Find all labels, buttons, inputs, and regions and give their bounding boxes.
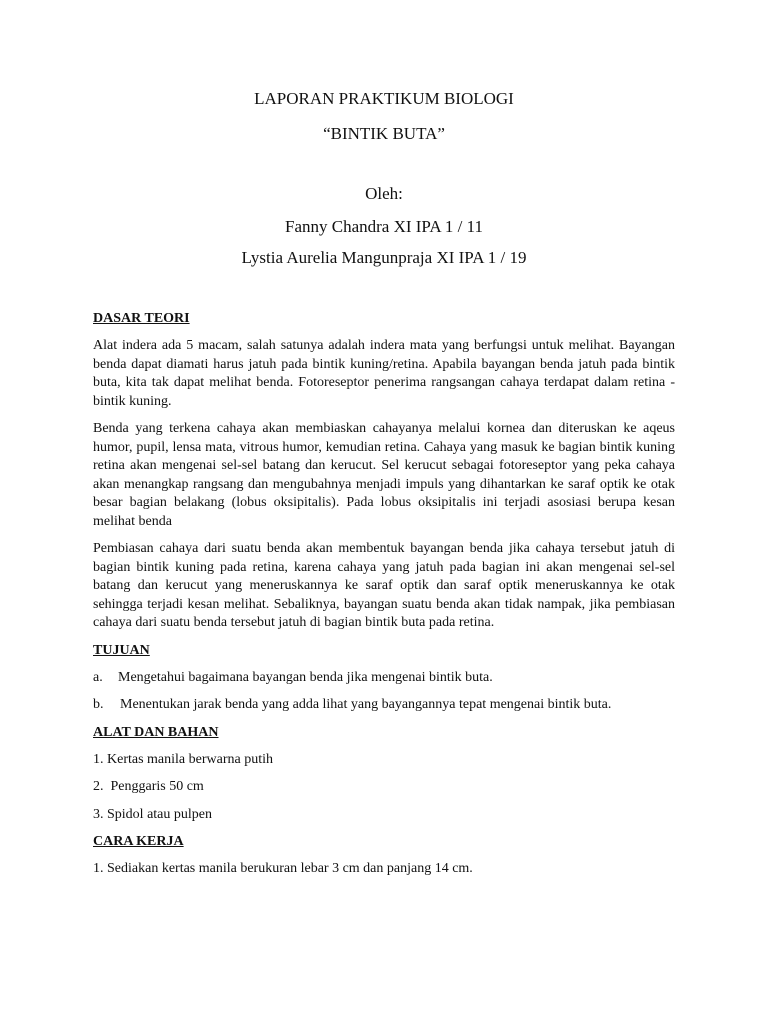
author-2: Lystia Aurelia Mangunpraja XI IPA 1 / 19 — [241, 248, 527, 267]
report-body — [93, 310, 675, 888]
by-label: Oleh: — [365, 184, 403, 203]
author-1: Fanny Chandra XI IPA 1 / 11 — [284, 217, 483, 236]
alat-bahan-item: 3. Spidol atau pulpen — [93, 806, 212, 822]
tujuan-item-text: Menentukan jarak benda yang adda lihat yang bayangannya tepat mengenai bintik buta. — [120, 697, 612, 712]
alat-bahan-item: 1. Kertas manila berwarna putih — [93, 751, 273, 767]
tujuan-item-marker: b. — [93, 697, 104, 712]
dasar-teori-paragraph-1: Alat indera ada 5 macam, salah satunya adalah indera mata yang berfungsi untuk melihat. Bayangan benda dapat diamati harus jatuh pada bintik kuning/retina. Apabila bayangan benda jatuh pada bintik buta, kita tak dapat melihat benda. Fotoreseptor penerima rangsangan cahaya terdapat dalam retina - bintik kuning. — [93, 338, 675, 409]
cara-kerja-item: 1. Sediakan kertas manila berukuran lebar 3 cm dan panjang 14 cm. — [93, 861, 473, 876]
dasar-teori-paragraph-2: Benda yang terkena cahaya akan membiaskan cahayanya melalui kornea dan diteruskan ke aqeus humor, pupil, lensa mata, vitrous humor, kemudian retina. Cahaya yang masuk ke bagian bintik kuning retina akan mengenai sel-sel batang dan kerucut. Sel kerucut sebagai fotoreseptor yang peka cahaya akan menangkap rangsang dan mengubahnya menjadi impuls yang dihantarkan ke saraf optik ke otak besar bagian belakang (lobus oksipitalis). Pada lobus oksipitalis ini terjadi asosiasi berupa kesan melihat benda — [93, 421, 675, 529]
tujuan-item-text: Mengetahui bagaimana bayangan benda jika mengenai bintik buta. — [118, 669, 493, 685]
tujuan-item-marker: a. — [93, 669, 103, 685]
alat-bahan-item: 2. Penggaris 50 cm — [93, 779, 204, 794]
section-heading-tujuan: TUJUAN — [93, 642, 150, 658]
tujuan-item-b — [93, 696, 675, 715]
report-subtitle: “BINTIK BUTA” — [323, 124, 445, 143]
tujuan-item-a — [93, 669, 675, 688]
dasar-teori-paragraph-3: Pembiasan cahaya dari suatu benda akan membentuk bayangan benda jika cahaya tersebut jatuh di bagian bintik kuning pada retina, karena cahaya yang jatuh pada bagian ini akan mengenai sel-sel batang dan kerucut yang meneruskannya ke saraf optik dan saraf optik meneruskannya ke otak sehingga terjadi kesan melihat. Sebaliknya, bayangan suatu benda akan tidak nampak, jika pembiasan cahaya dari suatu benda tersebut jatuh di bagian bintik buta pada retina. — [93, 541, 675, 630]
section-heading-cara-kerja: CARA KERJA — [93, 834, 184, 849]
section-heading-alat-bahan: ALAT DAN BAHAN — [93, 724, 219, 740]
section-heading-dasar-teori: DASAR TEORI — [93, 311, 190, 326]
report-title: LAPORAN PRAKTIKUM BIOLOGI — [254, 89, 514, 108]
